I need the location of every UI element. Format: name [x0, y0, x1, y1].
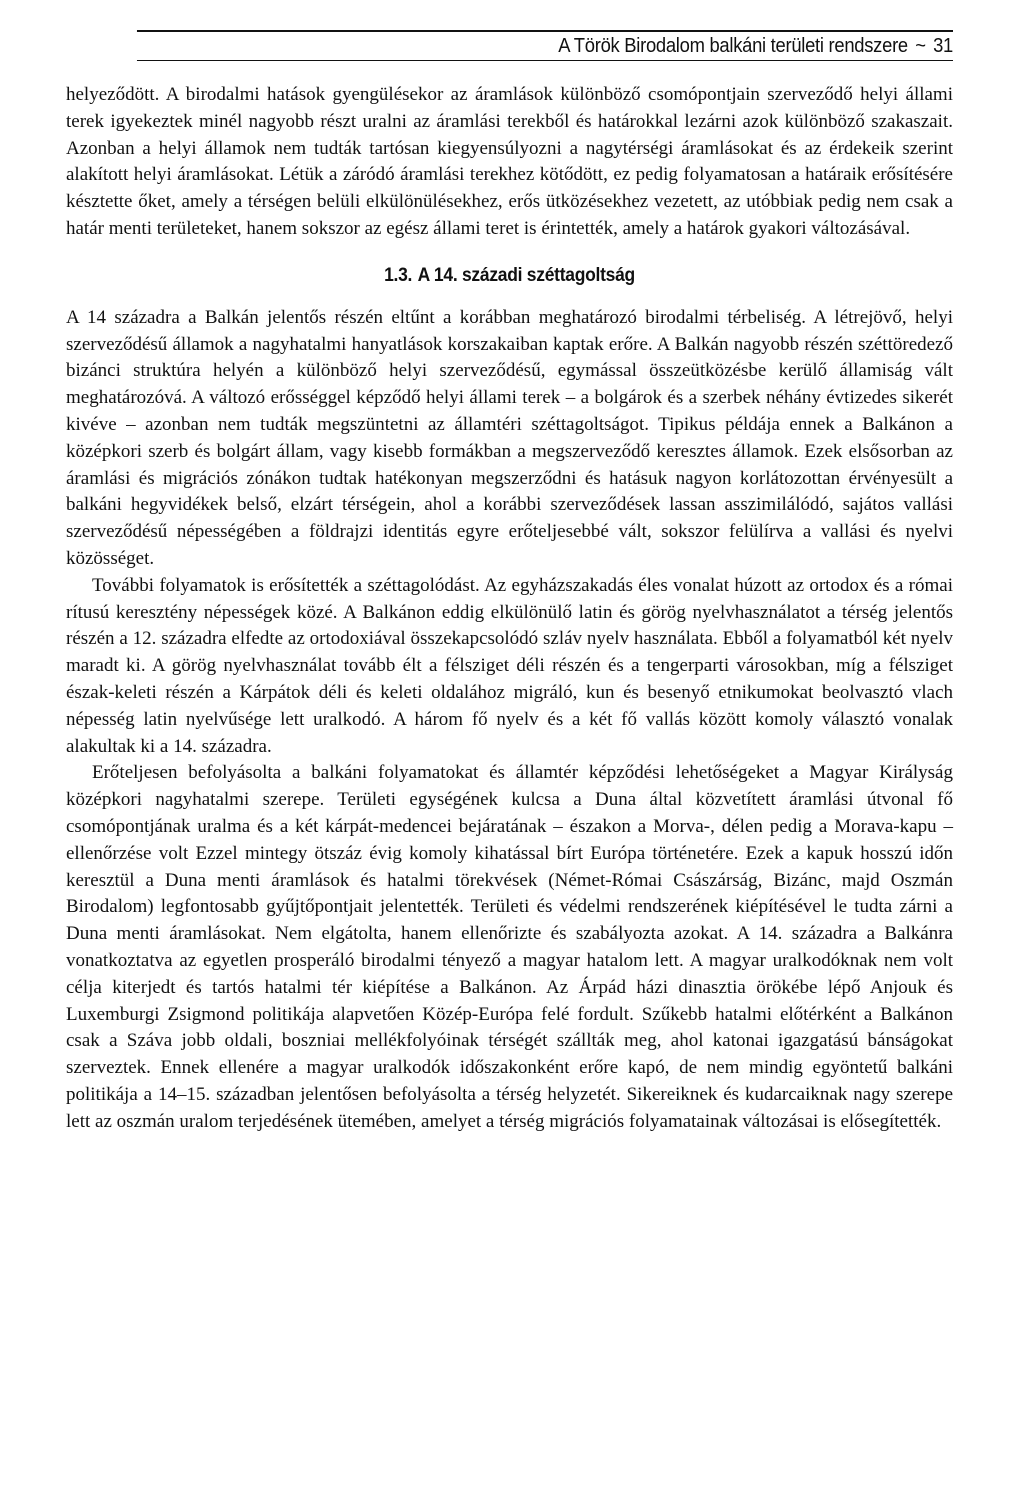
paragraph: helyeződött. A birodalmi hatások gyengülésekor az áramlások különböző csomópontjain szerveződő helyi állami terek igyekeztek minél nagyobb részt uralni az áramlási terekből és határokkal lezárni azok különböző szakaszait. Azonban a helyi államok nem tudták tartósan kiegyensúlyozni a nagytérségi áramlásokat és az érdekeik szerint alakított helyi áramlásokat. Létük a záródó áramlási terekhez kötődött, ez pedig folyamatosan a határaik erősítésére késztette őket, amely a térségen belüli elkülönülésekhez, erős ütközésekhez vezetett, az utóbbiak pedig nem csak a határ menti területeket, hanem sokszor az egész állami teret is érintették, amely a határok gyakori változásával. [66, 84, 953, 239]
book-page [66, 30, 953, 1135]
paragraph: Erőteljesen befolyásolta a balkáni folyamatokat és államtér képződési lehetőségeket a Magyar Királyság középkori nagyhatalmi szerepe. Területi egységének kulcsa a Duna által közvetített áramlási útvonal fő csomópontjának uralma és a két kárpát-medencei bejáratának – északon a Morva-, délen pedig a Morava-kapu – ellenőrzése volt Ezzel mintegy ötszáz évig komoly kihatással bírt Európa történetére. Ezek a kapuk hosszú időn keresztül a Duna menti áramlások és hatalmi törekvések (Német-Római Császárság, Bizánc, majd Oszmán Birodalom) legfontosabb gyűjtőpontjait jelentették. Területi és védelmi rendszerének kiépítésével le tudta zárni a Duna menti áramlásokat. Nem elgátolta, hanem ellenőrizte és szabályozta azokat. A 14. századra a Balkánra vonatkoztatva az egyetlen prosperáló birodalmi tényező a magyar hatalom lett. A magyar uralkodóknak nem volt célja kiterjedt és tartós hatalmi tér kiépítése a Balkánon. Az Árpád házi dinasztia örökébe lépő Anjouk és Luxemburgi Zsigmond politikája alapvetően Közép-Európa felé fordult. Szűkebb hatalmi előtérként a Balkánon csak a Száva jobb oldali, boszniai mellékfolyóinak térségét szállták meg, ahol katonai igazgatású bánságokat szerveztek. Ennek ellenére a magyar uralkodók időszakonként erőre kapó, de nem mindig egyöntetű balkáni politikája a 14–15. században jelentősen befolyásolta a térség helyzetét. Sikereiknek és kudarcaiknak nagy szerepe lett az oszmán uralom terjedésének ütemében, amelyet a térség migrációs folyamatainak változásai is elősegítették. [66, 762, 953, 1132]
page-number: 31 [933, 34, 953, 57]
paragraph: További folyamatok is erősítették a széttagolódást. Az egyházszakadás éles vonalat húzott az ortodox és a római rítusú keresztény népességek közé. A Balkánon eddig elkülönülő latin és görög nyelvhasználatot a térség jelentős részén a 12. századra elfedte az ortodoxiával összekapcsolódó szláv nyelv használata. Ebből a folyamatból két nyelv maradt ki. A görög nyelvhasználat tovább élt a félsziget déli részén és a tengerparti városokban, míg a félsziget észak-keleti részén a Kárpátok déli és keleti oldalához migráló, kun és besenyő etnikumokat beolvasztó vlach népesség latin nyelvűsége lett uralkodó. A három fő nyelv és a két fő vallás között komoly választó vonalak alakultak ki a 14. századra. [66, 574, 953, 757]
running-header [137, 30, 953, 61]
paragraph: A 14 századra a Balkán jelentős részén eltűnt a korábban meghatározó birodalmi térbeliség. A létrejövő, helyi szerveződésű államok a nagyhatalmi hanyatlások korszakaiban kaptak erőre. A Balkán nagyobb részén széttöredező bizánci struktúra helyén a különböző helyi szerveződésű, egymással összeütközésbe kerülő államiság vált meghatározóvá. A változó erősséggel képződő helyi állami terek – a bolgárok és a szerbek néhány évtizedes sikerét kivéve – azonban nem tudták megszüntetni az államtéri széttagoltságot. Tipikus példája ennek a Balkánon a középkori szerb és bolgárt állam, vagy kisebb formákban a megszerveződő keresztes államok. Ezek elsősorban az áramlási és migrációs zónákon tudtak hatékonyan megszerződni és hatásuk nagyon korlátozottan érvényesült a balkáni hegyvidékek belső, elzárt térségein, ahol a korábbi szerveződések lassan asszimilálódó, sajátos vallási szerveződésű népességében a földrajzi identitás egyre erőteljesebbé vált, sokszor felülírva a vallási és nyelvi közösséget. [66, 306, 953, 569]
section-heading [101, 265, 917, 287]
body-text [66, 82, 953, 1135]
header-separator: ~ [915, 34, 926, 57]
running-title: A Török Birodalom balkáni területi rendszere [558, 34, 908, 57]
section-title: A 14. századi széttagoltság [417, 264, 635, 286]
section-number: 1.3. [384, 264, 413, 286]
